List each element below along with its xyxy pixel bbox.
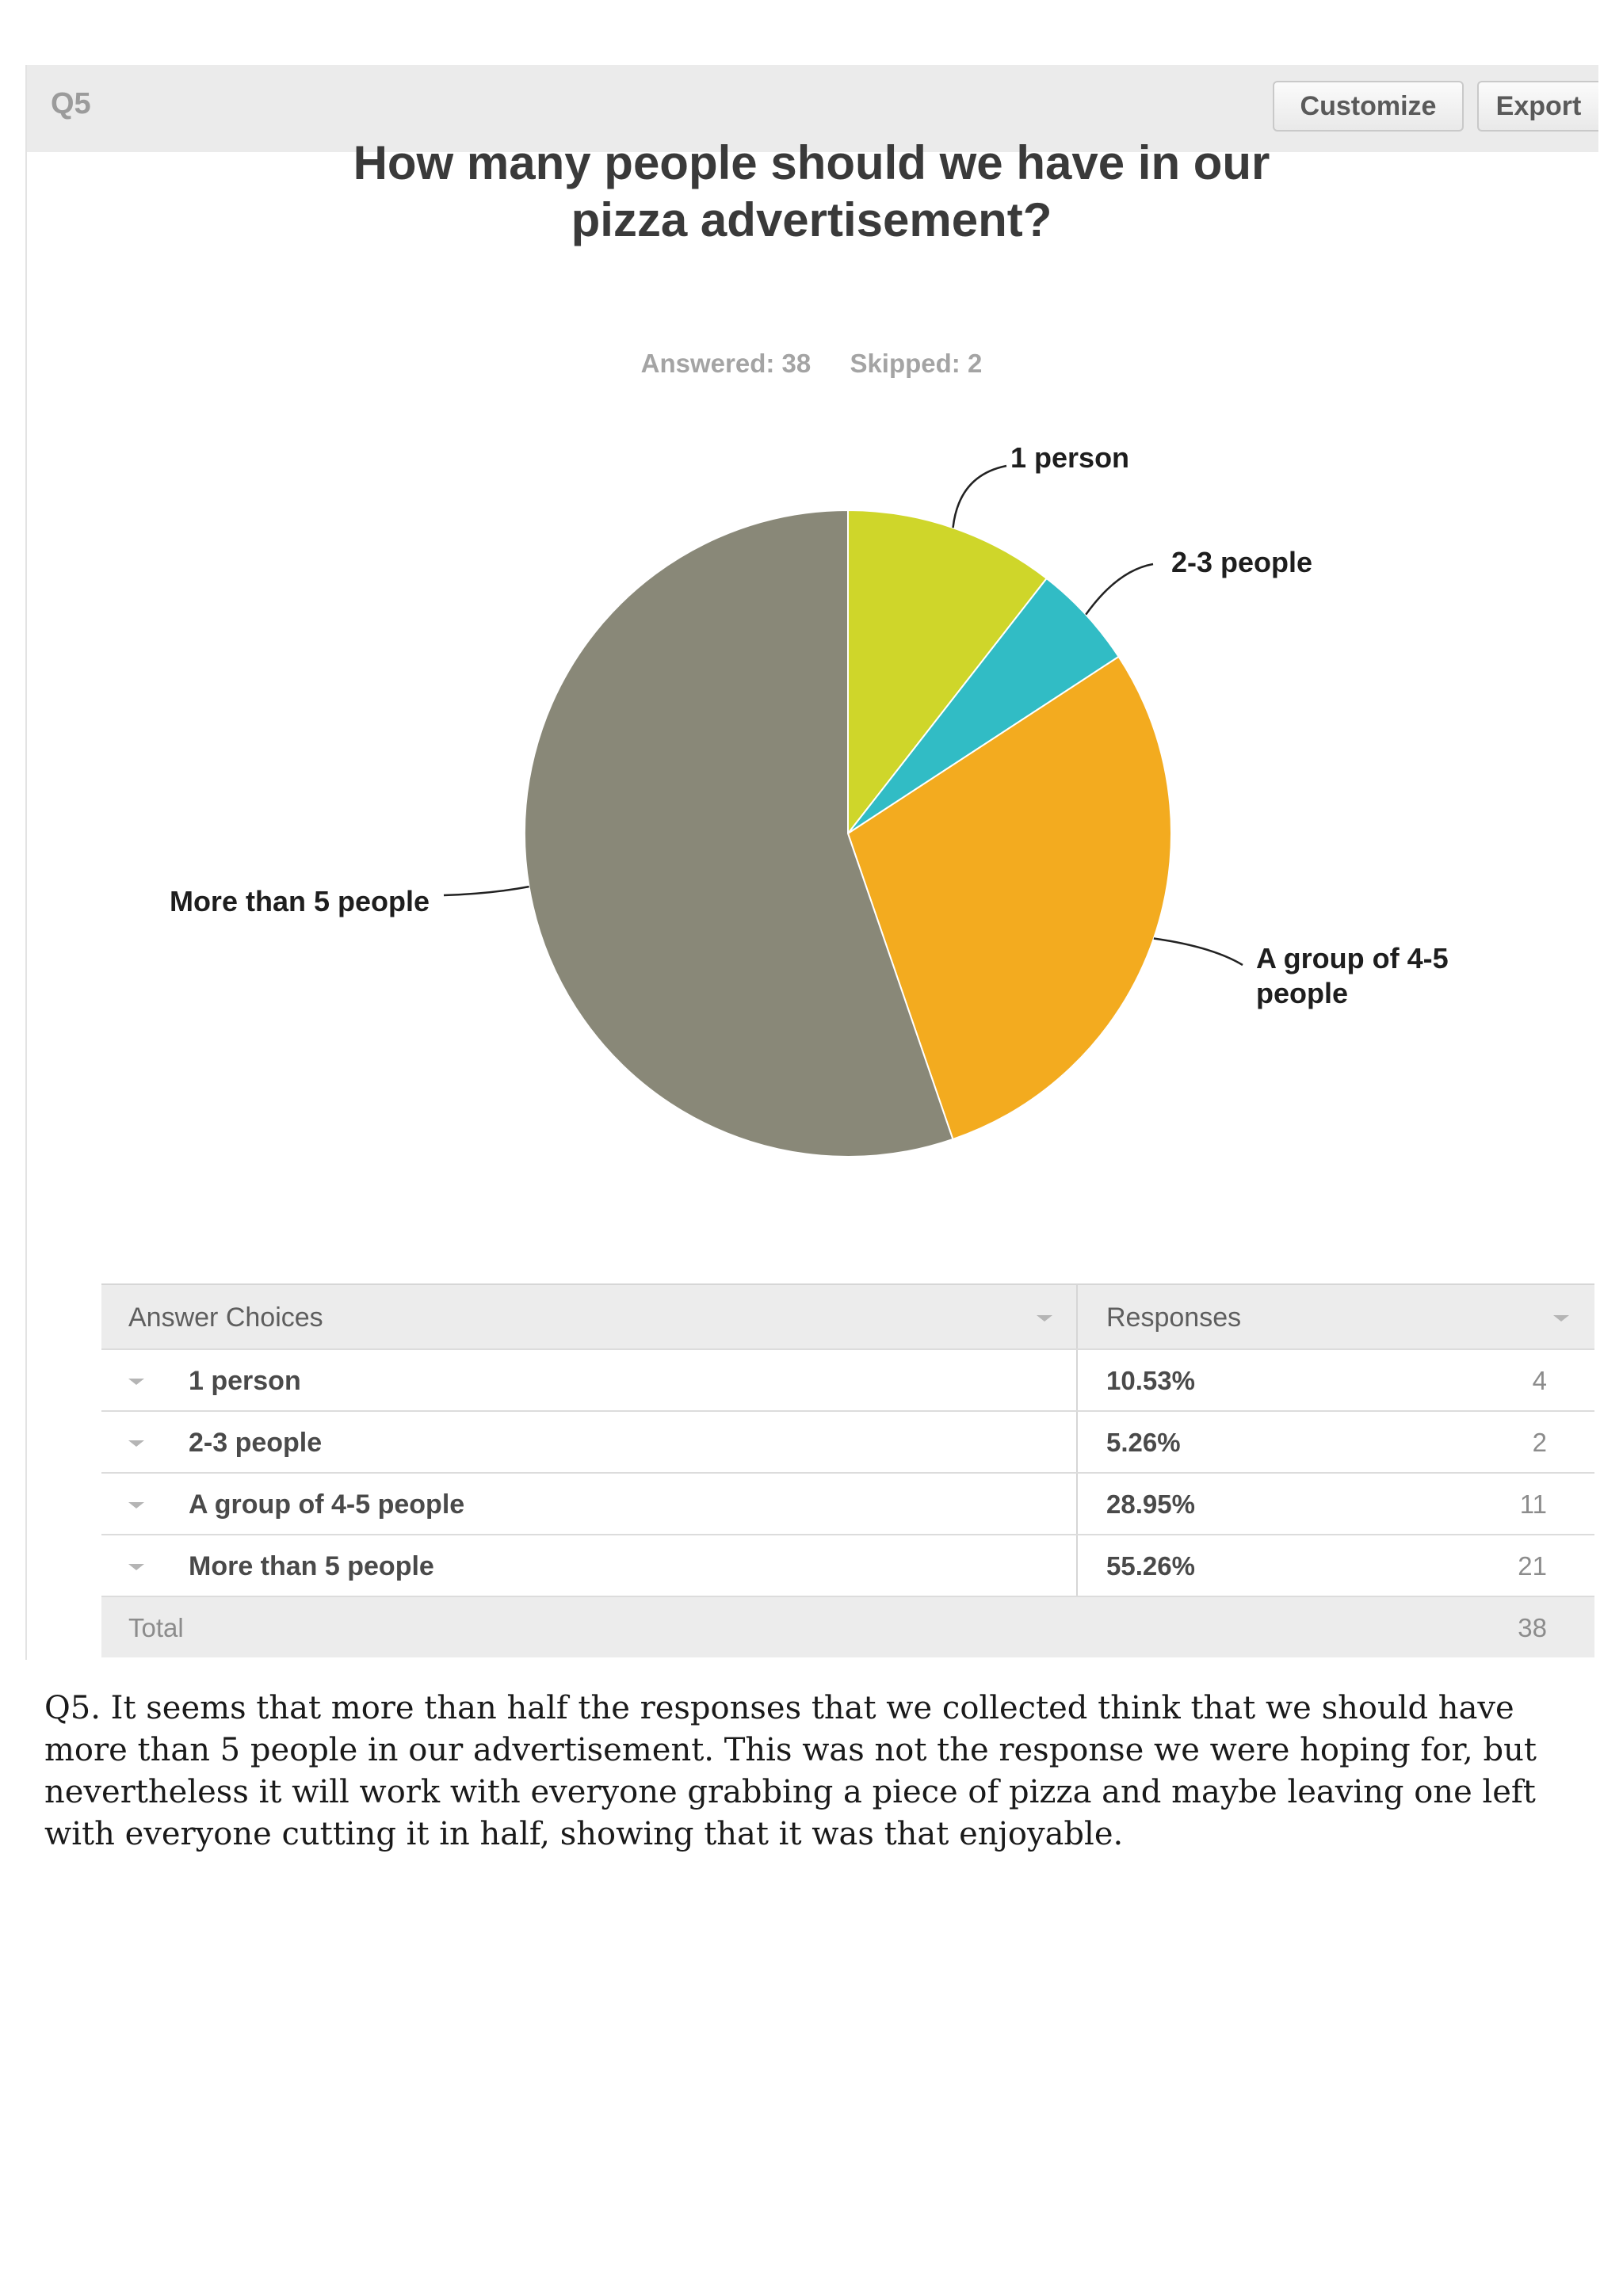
choice-cell <box>101 1412 1078 1472</box>
response-count: 21 <box>1518 1551 1547 1581</box>
slice-label-1: 1 person <box>1010 441 1130 474</box>
responses-table <box>101 1283 1594 1657</box>
total-label: Total <box>128 1613 184 1642</box>
response-count: 11 <box>1519 1489 1547 1519</box>
header-answer-choices-label: Answer Choices <box>128 1302 323 1333</box>
slice-label-3: A group of 4-5 people <box>1256 942 1449 1009</box>
response-cell <box>1078 1350 1594 1410</box>
leader-line-1 <box>953 466 1006 528</box>
chart-title-line-1: How many people should we have in our <box>353 136 1270 189</box>
expand-caret-icon[interactable] <box>128 1502 144 1508</box>
choice-label: 2-3 people <box>189 1428 323 1458</box>
choice-cell <box>101 1535 1078 1596</box>
customize-button[interactable]: Customize <box>1273 81 1464 132</box>
choice-label: 1 person <box>189 1366 301 1396</box>
header-responses-label: Responses <box>1106 1302 1242 1333</box>
slice-label-2: 2-3 people <box>1171 546 1313 578</box>
choice-cell <box>101 1474 1078 1534</box>
response-cell <box>1078 1535 1594 1596</box>
table-total-row <box>101 1597 1594 1657</box>
table-row <box>101 1350 1594 1412</box>
leader-line-2 <box>1086 564 1153 615</box>
expand-caret-icon[interactable] <box>128 1379 144 1385</box>
response-percent: 55.26% <box>1106 1551 1195 1581</box>
leader-line-4 <box>444 887 529 895</box>
response-percent: 10.53% <box>1106 1366 1195 1395</box>
table-row <box>101 1474 1594 1535</box>
total-count: 38 <box>1518 1613 1547 1642</box>
header-responses[interactable] <box>1078 1285 1594 1348</box>
response-cell <box>1078 1474 1594 1534</box>
choice-label: More than 5 people <box>189 1551 434 1581</box>
analysis-paragraph: Q5. It seems that more than half the responses that we collected think that we should have more than 5 people in our advertisement. This was not the response we were hoping for, but nevertheless it will work with everyone grabbing a piece of pizza and maybe leaving one left with everyone cutting it in half, showing that it was that enjoyable. <box>44 1690 1537 1852</box>
answered-count: Answered: 38 <box>640 349 812 378</box>
table-header-row <box>101 1283 1594 1350</box>
response-percent: 28.95% <box>1106 1489 1195 1519</box>
leader-line-3 <box>1154 939 1243 965</box>
expand-caret-icon[interactable] <box>128 1440 144 1447</box>
choice-label: A group of 4-5 people <box>189 1489 465 1520</box>
question-number: Q5 <box>51 87 91 120</box>
sort-caret-icon[interactable] <box>1037 1315 1052 1322</box>
response-count: 2 <box>1532 1428 1547 1457</box>
response-count: 4 <box>1532 1366 1547 1395</box>
expand-caret-icon[interactable] <box>128 1564 144 1570</box>
header-answer-choices[interactable] <box>101 1285 1078 1348</box>
chart-title-line-2: pizza advertisement? <box>571 193 1052 246</box>
slice-label-4: More than 5 people <box>169 885 430 917</box>
sort-caret-icon[interactable] <box>1553 1315 1569 1322</box>
table-row <box>101 1412 1594 1474</box>
table-row <box>101 1535 1594 1597</box>
skipped-count: Skipped: 2 <box>850 349 983 378</box>
response-cell <box>1078 1412 1594 1472</box>
response-percent: 5.26% <box>1106 1428 1181 1457</box>
export-button[interactable]: Export <box>1477 81 1598 132</box>
choice-cell <box>101 1350 1078 1410</box>
